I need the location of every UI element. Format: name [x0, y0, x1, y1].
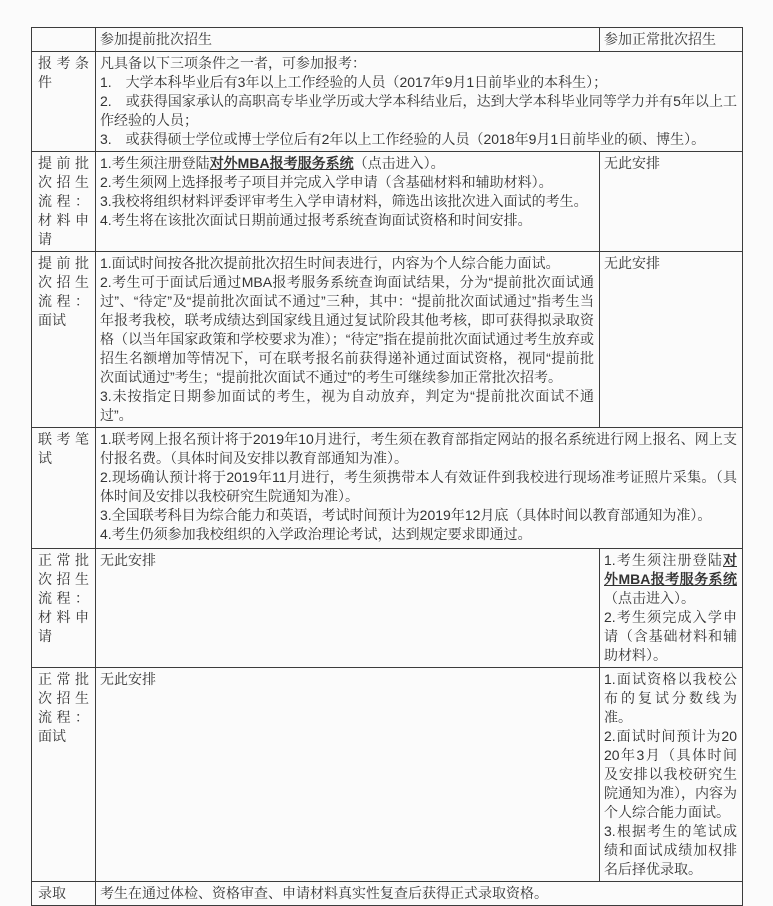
table-body — [32, 28, 743, 906]
text-segment: 2.考生须网上选择报考子项目并完成入学申请（含基础材料和辅助材料）。 — [100, 174, 553, 190]
text-segment: 1.联考网上报名预计将于2019年10月进行，考生须在教育部指定网站的报名系统进行网上报名、网上支付报名费。（具体时间及安排以教育部通知为准）。 — [100, 431, 737, 466]
table-row — [32, 52, 743, 152]
text-segment: 1.面试时间按各批次提前批次招生时间表进行，内容为个人综合能力面试。 — [100, 255, 560, 271]
text-segment: 3.我校将组织材料评委评审考生入学申请材料，筛选出该批次进入面试的考生。 — [100, 193, 588, 209]
text-segment: 1. 大学本科毕业后有3年以上工作经验的人员（2017年9月1日前毕业的本科生）； — [100, 74, 608, 90]
text-line — [100, 173, 594, 192]
text-segment: 无此安排 — [604, 255, 660, 271]
text-line — [100, 430, 737, 468]
cell-early-material-application — [96, 152, 600, 252]
table-row — [32, 668, 743, 882]
row-label: 联考笔试 — [32, 428, 96, 549]
text-line — [100, 154, 594, 173]
text-line — [100, 551, 594, 570]
text-segment: （点击进入）。 — [604, 590, 695, 606]
text-segment: 3.未按指定日期参加面试的考生，视为自动放弃，判定为“提前批次面试不通过”。 — [100, 388, 594, 423]
header-cell-early-batch: 参加提前批次招生 — [96, 28, 600, 52]
text-segment: 2.考生须完成入学申请（含基础材料和辅助材料）。 — [604, 609, 737, 663]
text-segment: 3.根据考生的笔试成绩和面试成绩加权排名后择优录取。 — [604, 823, 737, 877]
text-segment: 无此安排 — [100, 671, 156, 687]
cell-admission — [96, 882, 743, 906]
text-line — [604, 254, 737, 273]
table-row — [32, 882, 743, 906]
text-segment: 1.面试资格以我校公布的复试分数线为准。 — [604, 671, 737, 725]
text-segment: 4.考生仍须参加我校组织的入学政治理论考试，达到规定要求即通过。 — [100, 526, 532, 542]
text-line — [604, 822, 737, 879]
text-line — [100, 73, 737, 92]
text-segment: 2.面试时间预计为2020年3月（具体时间及安排以我校研究生院通知为准），内容为个人综合能力面试。 — [604, 728, 737, 820]
text-segment: 2.现场确认预计将于2019年11月进行，考生须携带本人有效证件到我校进行现场准考证照片采集。（具体时间及安排以我校研究生院通知为准）。 — [100, 469, 737, 504]
text-line — [100, 54, 737, 73]
text-line — [100, 670, 594, 689]
row-label: 正常批次招生流程：面试 — [32, 668, 96, 882]
text-line — [100, 525, 737, 544]
row-label: 报考条件 — [32, 52, 96, 152]
mba-application-system-link[interactable]: 对外MBA报考服务系统 — [209, 155, 354, 171]
text-line — [604, 727, 737, 822]
row-label: 提前批次招生流程：面试 — [32, 252, 96, 428]
text-segment: 1.考生须注册登陆 — [604, 552, 723, 568]
text-line — [100, 130, 737, 149]
text-segment: 1.考生须注册登陆 — [100, 155, 210, 171]
text-segment: 3. 或获得硕士学位或博士学位后有2年以上工作经验的人员（2018年9月1日前毕业的硕、博生）。 — [100, 131, 706, 147]
admissions-process-table — [31, 27, 743, 906]
text-line — [100, 506, 737, 525]
cell-early-interview-normal-none — [600, 252, 743, 428]
text-line — [100, 884, 737, 903]
cell-early-material-normal-none — [600, 152, 743, 252]
row-label: 提前批次招生流程：材料申请 — [32, 152, 96, 252]
text-line — [100, 192, 594, 211]
text-line — [604, 154, 737, 173]
text-segment: 凡具备以下三项条件之一者，可参加报考： — [100, 55, 366, 71]
text-line — [100, 92, 737, 130]
cell-normal-material-early-none — [96, 549, 600, 668]
text-line — [100, 254, 594, 273]
text-segment: 4.考生将在该批次面试日期前通过报考系统查询面试资格和时间安排。 — [100, 212, 532, 228]
cell-application-conditions — [96, 52, 743, 152]
text-segment: 无此安排 — [100, 552, 156, 568]
mba-application-system-link[interactable]: 对外MBA报考服务系统 — [604, 552, 737, 587]
text-line — [100, 273, 594, 387]
header-cell-normal-batch: 参加正常批次招生 — [600, 28, 743, 52]
text-segment: 考生在通过体检、资格审查、申请材料真实性复查后获得正式录取资格。 — [100, 885, 548, 901]
text-segment: 无此安排 — [604, 155, 660, 171]
text-line — [604, 670, 737, 727]
text-line — [604, 551, 737, 608]
table-row — [32, 428, 743, 549]
cell-normal-material-application — [600, 549, 743, 668]
text-segment: 3.全国联考科目为综合能力和英语，考试时间预计为2019年12月底（具体时间以教育部通知为准）。 — [100, 507, 712, 523]
table-row — [32, 152, 743, 252]
table-row — [32, 252, 743, 428]
text-line — [100, 211, 594, 230]
cell-joint-written-exam — [96, 428, 743, 549]
table-row — [32, 549, 743, 668]
text-line — [604, 608, 737, 665]
row-label: 正常批次招生流程：材料申请 — [32, 549, 96, 668]
cell-normal-interview-early-none — [96, 668, 600, 882]
text-segment: 2. 或获得国家承认的高职高专毕业学历或大学本科结业后，达到大学本科毕业同等学力并有5年以上工作经验的人员； — [100, 93, 737, 128]
text-line — [100, 468, 737, 506]
cell-normal-interview — [600, 668, 743, 882]
text-segment: （点击进入）。 — [353, 155, 445, 171]
text-segment: 2.考生可于面试后通过MBA报考服务系统查询面试结果，分为“提前批次面试通过”、“待定”及“提前批次面试不通过”三种，其中：“提前批次面试通过”指考生当年报考我校，联考成绩达到国家线且通过复试阶段其他考核，即可获得拟录取资格（以当年国家政策和学校要求为准）；“待定”指在提前批次面试通过考生放弃或招生名额增加等情况下，可在联考报名前获得递补通过面试资格，视同“提前批次面试通过”考生；“提前批次面试不通过”的考生可继续参加正常批次招考。 — [100, 274, 594, 385]
header-cell-corner — [32, 28, 96, 52]
cell-early-interview — [96, 252, 600, 428]
text-line — [100, 387, 594, 425]
row-label: 录取 — [32, 882, 96, 906]
header-row — [32, 28, 743, 52]
